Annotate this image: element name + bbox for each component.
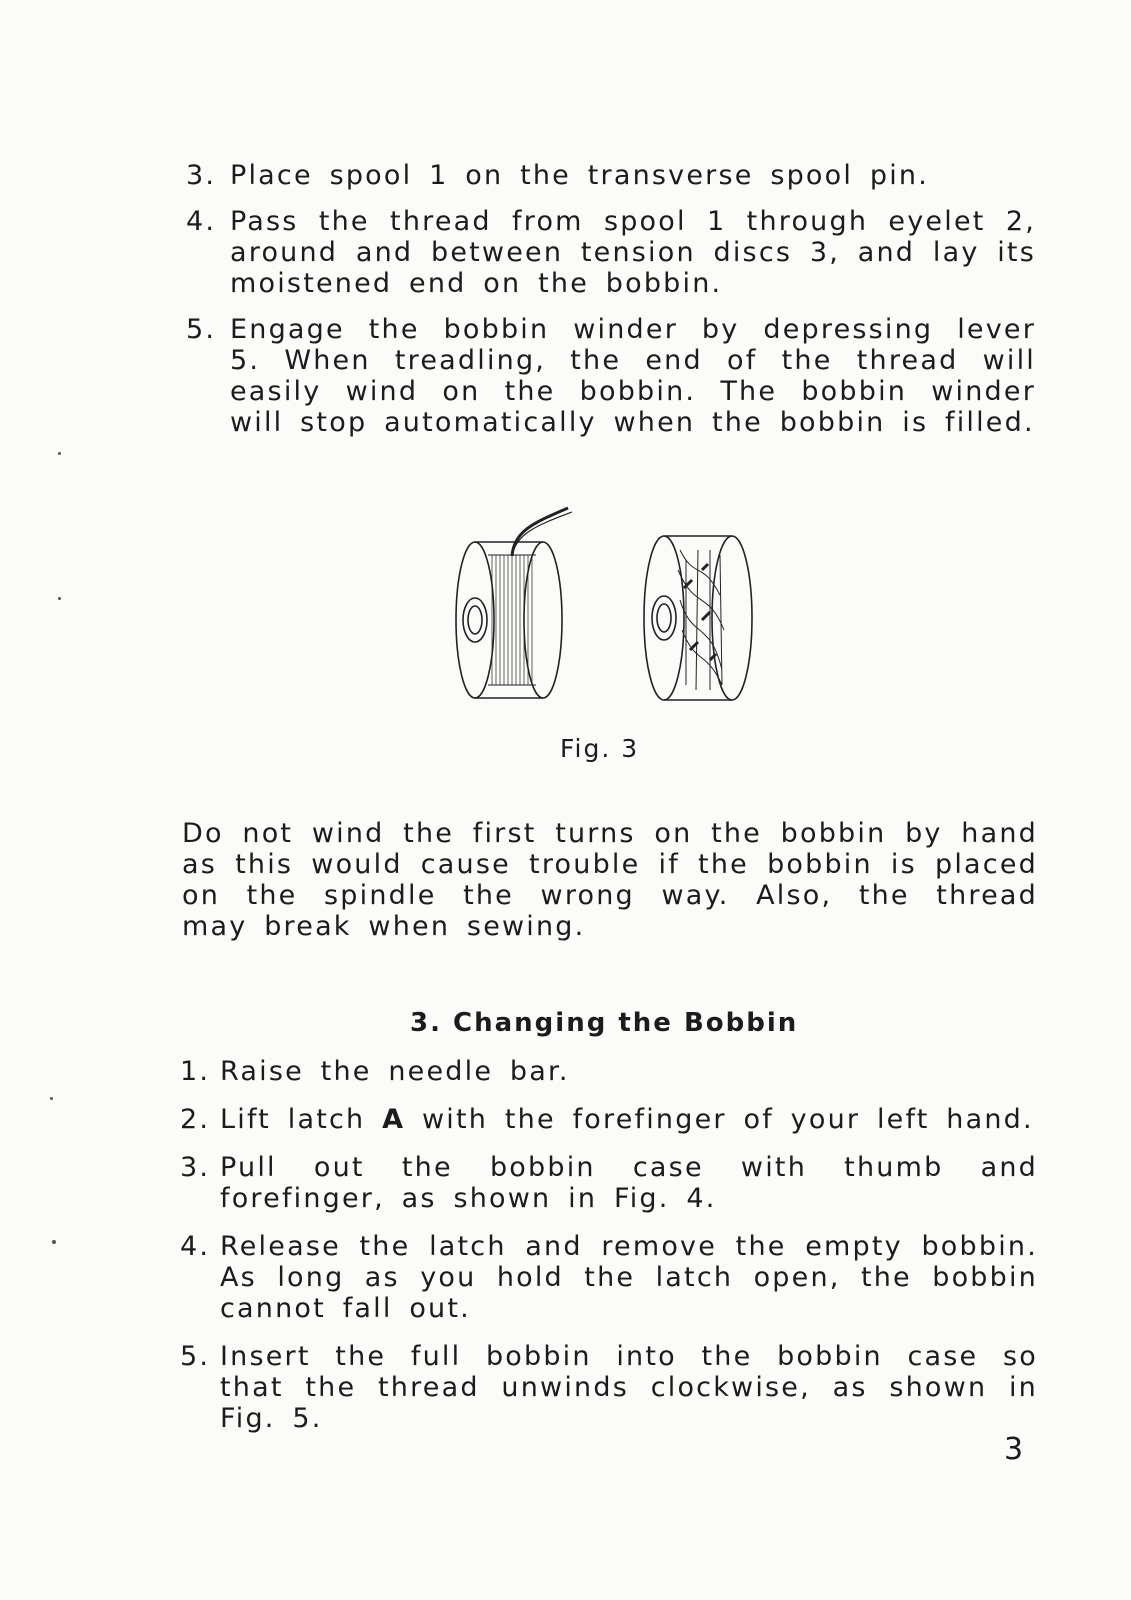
- list-item: [180, 1341, 1038, 1434]
- list-item: [180, 1231, 1038, 1324]
- list-item: [186, 314, 1036, 438]
- step-text: Release the latch and remove the empty bobbin. As long as you hold the latch open, the bobbin cannot fall out.: [220, 1231, 1038, 1324]
- bobbin-figure: [440, 500, 780, 730]
- instruction-list-top: [186, 160, 1036, 453]
- step-text: Engage the bobbin winder by depressing lever 5. When treadling, the end of the thread will easily wind on the bobbin. The bobbin winder will stop automatically when the bobbin is filled.: [230, 314, 1036, 438]
- step-text-pre: Lift latch: [220, 1104, 383, 1135]
- step-text: Place spool 1 on the transverse spool pin.: [230, 160, 929, 191]
- step-number: 4.: [186, 206, 217, 237]
- step-text: Pass the thread from spool 1 through eyelet 2, around and between tension discs 3, and lay its moistened end on the bobbin.: [230, 206, 1036, 299]
- bobbin-left-icon: [456, 508, 572, 698]
- list-item: [180, 1056, 1038, 1087]
- step-number: 1.: [180, 1056, 211, 1087]
- scan-speck: [52, 1240, 56, 1244]
- step-text-post: with the forefinger of your left hand.: [405, 1104, 1034, 1135]
- step-number: 2.: [180, 1104, 211, 1135]
- list-item: [186, 206, 1036, 299]
- two-bobbins-illustration-icon: [440, 500, 780, 730]
- step-number: 4.: [180, 1231, 211, 1262]
- step-text: Insert the full bobbin into the bobbin case so that the thread unwinds clockwise, as shown in Fig. 5.: [220, 1341, 1038, 1434]
- instruction-list-bottom: [180, 1056, 1038, 1451]
- scan-speck: [58, 597, 61, 600]
- step-number: 3.: [186, 160, 217, 191]
- list-item: [180, 1104, 1038, 1135]
- step-number: 3.: [180, 1152, 211, 1183]
- section-heading: 3. Changing the Bobbin: [410, 1008, 799, 1038]
- figure-caption: Fig. 3: [560, 734, 640, 763]
- step-number: 5.: [186, 314, 217, 345]
- step-text: Raise the needle bar.: [220, 1056, 570, 1087]
- page-number: 3: [1004, 1432, 1024, 1467]
- scan-speck: [50, 1097, 53, 1100]
- list-item: [180, 1152, 1038, 1214]
- note-paragraph: Do not wind the first turns on the bobbin by hand as this would cause trouble if the bobbin is placed on the spindle the wrong way. Also, the thread may break when sewing.: [182, 818, 1038, 942]
- bobbin-right-icon: [644, 536, 752, 700]
- latch-label: A: [382, 1104, 406, 1135]
- step-number: 5.: [180, 1341, 211, 1372]
- list-item: [186, 160, 1036, 191]
- scan-speck: [58, 452, 61, 455]
- step-text: Pull out the bobbin case with thumb and forefinger, as shown in Fig. 4.: [220, 1152, 1038, 1214]
